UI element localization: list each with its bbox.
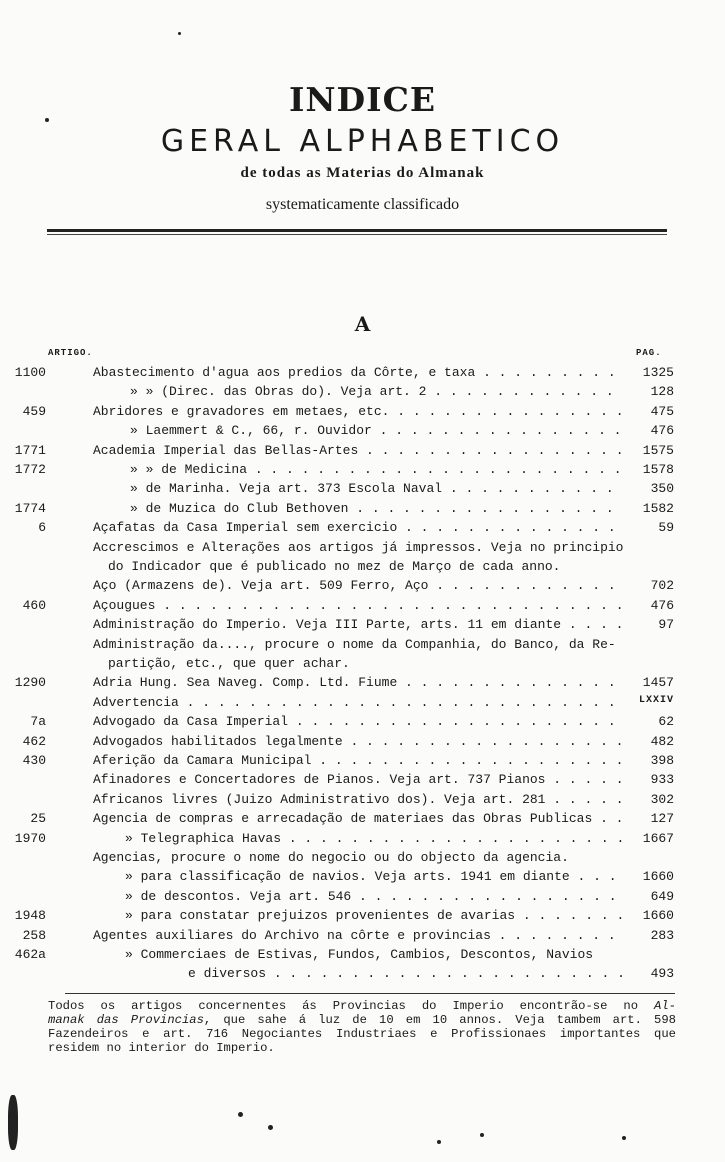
header-rule-thin — [47, 234, 667, 235]
index-row — [0, 637, 725, 656]
index-row — [0, 889, 725, 908]
index-row — [0, 675, 725, 694]
entry-text: Adria Hung. Sea Naveg. Comp. Ltd. Fiume . . . — [93, 675, 624, 690]
entry-text: Aço (Armazens de). Veja art. 509 Ferro, Aço . . . — [93, 578, 624, 593]
page-number: 59 — [658, 520, 674, 536]
entry-text: Academia Imperial das Bellas-Artes . . . — [93, 443, 624, 458]
index-row — [0, 598, 725, 617]
page-number: 128 — [650, 384, 674, 400]
article-number: 1774 — [14, 500, 46, 516]
index-row — [0, 462, 725, 481]
entry-text: Africanos livres (Juizo Administrativo dos). Veja art. 281 . . . — [93, 792, 624, 807]
page-number: 1660 — [642, 908, 674, 924]
entry-text: Abastecimento d'agua aos predios da Côrte, e taxa . . . — [93, 365, 624, 380]
article-number: 25 — [30, 811, 46, 827]
index-row — [0, 617, 725, 636]
index-row — [0, 443, 725, 462]
index-row — [0, 811, 725, 830]
article-number: 1100 — [14, 365, 46, 380]
page-number: 493 — [650, 966, 674, 982]
index-row — [0, 559, 725, 578]
page-number: 476 — [650, 597, 674, 613]
index-row — [0, 384, 725, 403]
page-number: 1667 — [642, 830, 674, 846]
page-subtitle: GERAL ALPHABETICO — [160, 124, 565, 159]
article-number: 7a — [30, 714, 46, 730]
scan-speck — [178, 32, 181, 35]
article-number: 1771 — [14, 442, 46, 458]
entry-text: Agencias, procure o nome do negocio ou do objecto da agencia. — [93, 850, 569, 865]
entry-text: » para classificação de navios. Veja arts. 1941 em diante . . . — [125, 869, 624, 884]
entry-text: Açougues . . . — [93, 598, 624, 613]
page-title: INDICE — [288, 80, 437, 119]
article-number: 459 — [22, 403, 46, 419]
index-row — [0, 481, 725, 500]
page-number: 475 — [650, 403, 674, 419]
entry-text: Agencia de compras e arrecadação de materiaes das Obras Publicas . . . — [93, 811, 624, 826]
entry-text: Advertencia . . . — [93, 695, 624, 710]
page-number: 398 — [650, 753, 674, 768]
column-header-artigo: ARTIGO. — [48, 348, 93, 358]
page-number: 702 — [650, 578, 674, 594]
entry-text: » Telegraphica Havas . . . — [125, 831, 624, 846]
entry-text: Administração da...., procure o nome da Companhia, do Banco, da Re- — [93, 636, 616, 652]
entry-text: Afinadores e Concertadores de Pianos. Veja art. 737 Pianos . . . — [93, 772, 624, 787]
scan-speck — [45, 118, 49, 122]
header-rule-thick — [47, 229, 667, 232]
index-row — [0, 501, 725, 520]
index-row — [0, 578, 725, 597]
index-row — [0, 928, 725, 947]
scan-mark — [8, 1095, 18, 1150]
title-line-3: de todas as Materias do Almanak — [240, 165, 485, 181]
page-number: 302 — [650, 791, 674, 807]
entry-text: » Laemmert & C., 66, r. Ouvidor . . . — [130, 423, 624, 438]
entry-text: Agentes auxiliares do Archivo na côrte e provincias . . . — [93, 928, 624, 943]
index-row — [0, 714, 725, 733]
page-number: LXXIV — [638, 694, 674, 706]
title-line-4: systematicamente classificado — [265, 196, 460, 213]
index-row — [0, 734, 725, 753]
index-row — [0, 831, 725, 850]
index-row — [0, 520, 725, 539]
page-number: 350 — [650, 481, 674, 497]
article-number: 1970 — [14, 830, 46, 846]
entry-text: partição, etc., que quer achar. — [108, 656, 350, 671]
entry-text: Advogado da Casa Imperial . . . — [93, 714, 624, 729]
page-number: 1575 — [642, 442, 674, 458]
footer-rule — [65, 993, 675, 994]
article-number: 430 — [22, 753, 46, 768]
entry-text: e diversos . . . — [188, 966, 624, 981]
footer-text: , que sahe á luz de 10 em 10 annos. Veja tambem art. 598 — [203, 1013, 676, 1027]
entry-text: do Indicador que é publicado no mez de Março de cada anno. — [108, 559, 561, 574]
scan-speck — [238, 1112, 243, 1117]
index-row — [0, 772, 725, 791]
entry-text: » Commerciaes de Estivas, Fundos, Cambios, Descontos, Navios — [125, 947, 594, 962]
page-number: 1457 — [642, 675, 674, 691]
scan-speck — [622, 1136, 626, 1140]
article-number: 462 — [22, 733, 46, 749]
entry-text: » » de Medicina . . . — [130, 462, 624, 477]
page-number: 1582 — [642, 500, 674, 516]
index-row — [0, 908, 725, 927]
article-number: 462a — [14, 947, 46, 962]
scan-speck — [437, 1140, 441, 1144]
article-number: 258 — [22, 927, 46, 943]
index-row — [0, 540, 725, 559]
index-row — [0, 404, 725, 423]
page-number: 127 — [650, 811, 674, 827]
entry-text: Aferição da Camara Municipal . . . — [93, 753, 624, 768]
footer-text: Todos os artigos concernentes ás Provincias do Imperio encontrão-se no — [48, 999, 655, 1013]
footer-text: manak das Provincias — [48, 1013, 204, 1027]
entry-text: Abridores e gravadores em metaes, etc. . . . — [93, 404, 624, 419]
article-number: 1772 — [14, 462, 46, 477]
page-number: 476 — [650, 423, 674, 439]
footer-note — [48, 999, 676, 1055]
index-row — [0, 365, 725, 384]
page-number: 482 — [650, 733, 674, 749]
page-number: 649 — [650, 888, 674, 904]
index-row — [0, 947, 725, 966]
entry-text: » de Muzica do Club Bethoven . . . — [130, 501, 624, 516]
footer-text: Fazendeiros e art. 716 Negociantes Industriaes e Profissionaes importantes que — [48, 1027, 676, 1041]
article-number: 6 — [38, 520, 46, 536]
index-row — [0, 423, 725, 442]
article-number: 460 — [22, 597, 46, 613]
entry-text: Accrescimos e Alterações aos artigos já impressos. Veja no principio — [93, 539, 624, 555]
page-number: 1660 — [642, 869, 674, 885]
entry-text: » de descontos. Veja art. 546 . . . — [125, 889, 624, 904]
article-number: 1290 — [14, 675, 46, 691]
index-row — [0, 869, 725, 888]
scan-speck — [268, 1125, 273, 1130]
article-number: 1948 — [14, 908, 46, 924]
entry-text: » de Marinha. Veja art. 373 Escola Naval . . . — [130, 481, 624, 496]
page-number: 1578 — [642, 462, 674, 477]
index-row — [0, 966, 725, 985]
index-row — [0, 656, 725, 675]
entry-text: Administração do Imperio. Veja III Parte, arts. 11 em diante . . . — [93, 617, 624, 632]
column-header-pag: PAG. — [636, 348, 662, 358]
entry-text: Advogados habilitados legalmente . . . — [93, 734, 624, 749]
page-number: 283 — [650, 927, 674, 943]
entry-text: » para constatar prejuizos provenientes de avarias . . . — [125, 908, 624, 923]
page-number: 1325 — [642, 365, 674, 380]
page-number: 933 — [650, 772, 674, 788]
index-row — [0, 850, 725, 869]
index-row — [0, 753, 725, 772]
index-row — [0, 792, 725, 811]
section-letter: A — [354, 312, 371, 336]
footer-text: Al- — [654, 999, 676, 1013]
footer-text: residem no interior do Imperio. — [48, 1041, 275, 1055]
entry-text: Açafatas da Casa Imperial sem exercicio . . . — [93, 520, 624, 535]
scan-speck — [480, 1133, 484, 1137]
index-row — [0, 695, 725, 714]
page-number: 97 — [658, 617, 674, 633]
entry-text: » » (Direc. das Obras do). Veja art. 2 . . . — [130, 384, 624, 399]
page-number: 62 — [658, 714, 674, 730]
